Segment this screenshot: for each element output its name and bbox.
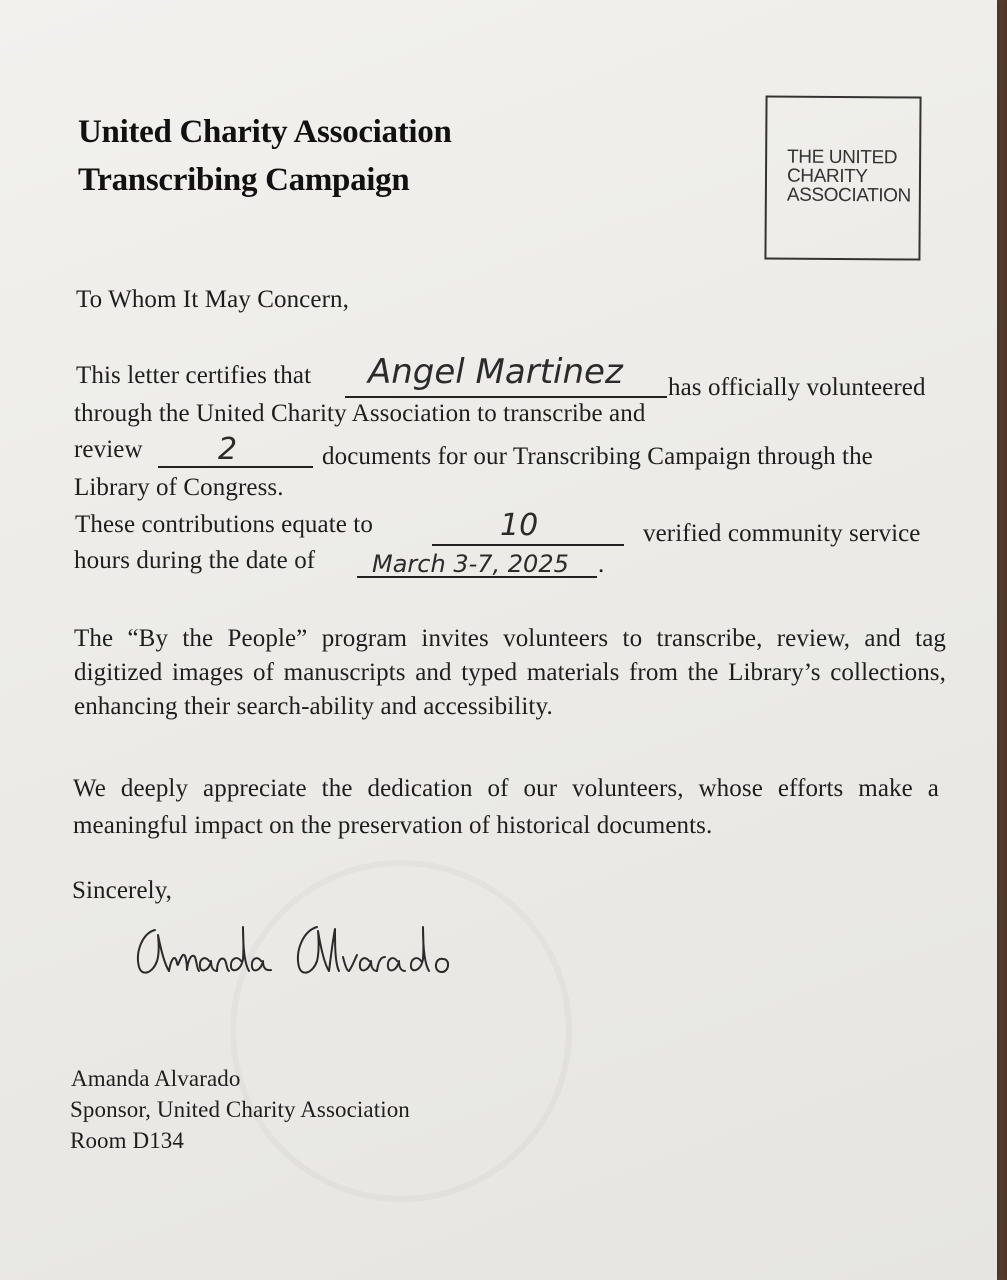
cert-line6-prefix: hours during the date of (74, 547, 316, 574)
signatory-room: Room D134 (70, 1128, 184, 1153)
signature-stroke-d2 (411, 927, 429, 971)
signature-stroke-A2 (298, 927, 329, 973)
logo-line1: THE UNITED (787, 146, 898, 169)
cert-line1-suffix: has officially volunteered (668, 374, 926, 401)
logo-line3: ASSOCIATION (786, 184, 911, 207)
closing: Sincerely, (72, 877, 173, 904)
letterhead-title-line2: Transcribing Campaign (78, 162, 410, 198)
signature-stroke-a4 (388, 958, 405, 971)
logo-text (787, 148, 911, 206)
greeting: To Whom It May Concern, (76, 286, 349, 313)
embossed-seal (230, 860, 572, 1202)
cert-line2: through the United Charity Association to transcribe and (74, 400, 646, 427)
cert-line5-prefix: These contributions equate to (75, 511, 373, 538)
signature-stroke-A (138, 930, 169, 973)
cert-line3-suffix: documents for our Transcribing Campaign through the (322, 443, 873, 470)
signature-stroke-a2 (252, 958, 271, 970)
cert-line5-suffix: verified community service (643, 520, 921, 547)
letterhead-title-line1: United Charity Association (78, 114, 452, 150)
hours-handwritten: 10 (500, 508, 539, 543)
signature-stroke-a3 (360, 958, 377, 971)
documents-count-handwritten: 2 (218, 432, 238, 467)
program-paragraph: The “By the People” program invites volunteers to transcribe, review, and tag digitized images of manuscripts and typed materials from the Library’s collections, enhancing their search-ability and accessibility. (74, 625, 946, 720)
date-handwritten: March 3-7, 2025 (372, 550, 569, 578)
signature-stroke-d (231, 927, 249, 971)
letterhead-title (78, 108, 452, 204)
signature-stroke-a1 (200, 958, 217, 971)
signatory-name: Amanda Alvarado (71, 1066, 241, 1091)
signature (125, 915, 470, 985)
cert-line4: Library of Congress. (74, 474, 284, 501)
signature-stroke-n (217, 959, 229, 971)
cert-line6-suffix: . (598, 551, 605, 578)
cert-line3-prefix: review (74, 436, 143, 463)
association-logo (764, 95, 921, 260)
signature-stroke-v (343, 955, 357, 971)
signature-stroke-l (329, 929, 339, 971)
signatory-title: Sponsor, United Charity Association (70, 1097, 410, 1122)
signature-stroke-r (377, 957, 385, 971)
signature-stroke-o (436, 959, 448, 972)
volunteer-name-handwritten: Angel Martinez (368, 352, 623, 392)
appreciation-paragraph: We deeply appreciate the dedication of our volunteers, whose efforts make a meaningful impact on the preservation of historical documents. (73, 775, 939, 839)
cert-line1-prefix: This letter certifies that (76, 362, 312, 389)
signature-stroke-m (169, 955, 199, 971)
logo-line2: CHARITY (786, 165, 868, 188)
